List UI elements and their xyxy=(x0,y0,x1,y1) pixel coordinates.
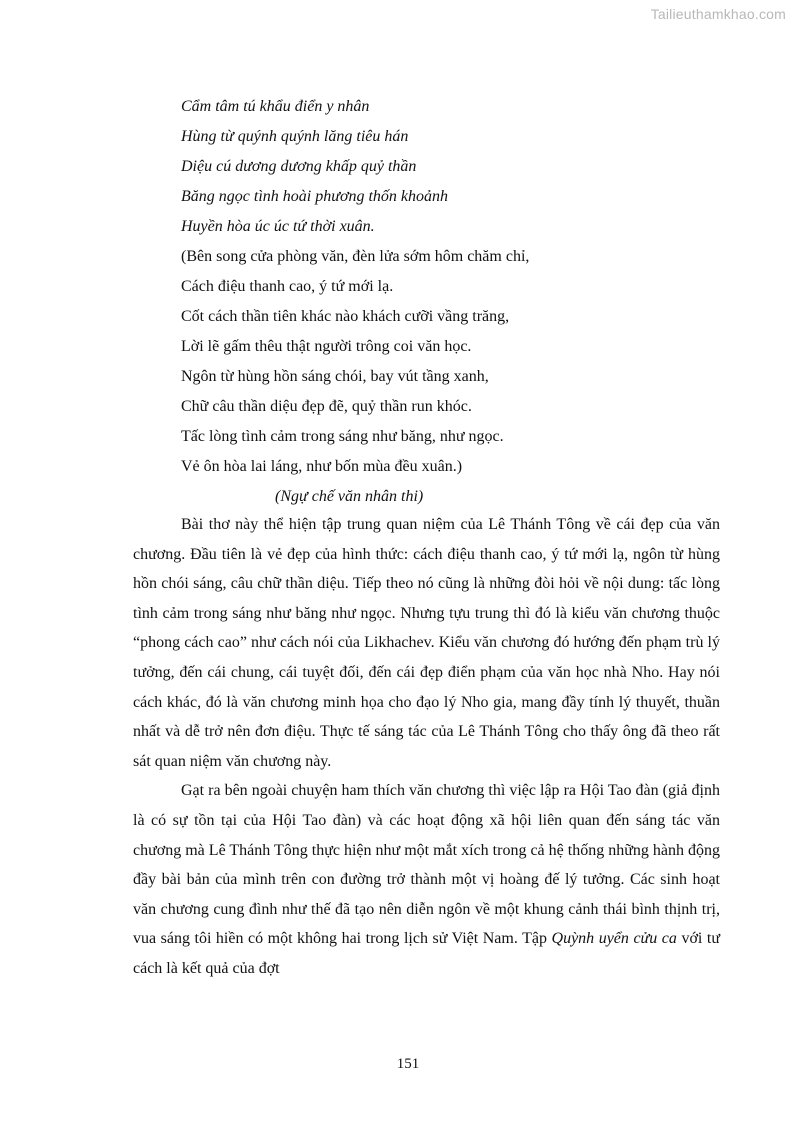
poem-translation-line: Tấc lòng tình cảm trong sáng như băng, như ngọc. xyxy=(181,428,504,445)
poem-translation-line: Cốt cách thần tiên khác nào khách cưỡi vầng trăng, xyxy=(181,308,510,325)
paragraph-2-text-start: Gạt ra bên ngoài chuyện ham thích văn chương thì việc lập ra Hội Tao đàn (giả định là có sự tồn tại của Hội Tao đàn) và các hoạt động xã hội liên quan đến sáng tác văn chương mà Lê Thánh Tông thực hiện như một mắt xích trong cả hệ thống những hành động đầy bài bản của mình trên con đường trở thành một vị hoàng đế lý tưởng. Các sinh hoạt văn chương cung đình như thế đã tạo nên diễn ngôn về một khung cảnh thái bình thịnh trị, vua sáng tôi hiền có một không hai trong lịch sử Việt Nam. Tập xyxy=(133,782,720,948)
body-text xyxy=(133,510,720,984)
poem-translation-line: Ngôn từ hùng hồn sáng chói, bay vút tầng xanh, xyxy=(181,368,489,385)
poem-original-line: Hùng từ quýnh quýnh lăng tiêu hán xyxy=(181,128,409,145)
poem-block xyxy=(181,92,741,512)
book-title: Quỳnh uyển cửu ca xyxy=(551,930,677,948)
poem-translation-line: Cách điệu thanh cao, ý tứ mới lạ. xyxy=(181,278,394,295)
page-number: 151 xyxy=(396,1056,420,1072)
paragraph-2 xyxy=(133,776,720,983)
poem-original-line: Cẩm tâm tú khẩu điển y nhân xyxy=(181,98,370,115)
poem-translation-line: (Bên song cửa phòng văn, đèn lửa sớm hôm chăm chỉ, xyxy=(181,248,530,265)
poem-original-line: Huyền hòa úc úc tứ thời xuân. xyxy=(181,218,375,235)
paragraph-2-text-end: với tư cách là kết quả của đợt xyxy=(133,930,720,977)
paragraph-1: Bài thơ này thể hiện tập trung quan niệm của Lê Thánh Tông về cái đẹp của văn chương. Đầu tiên là vẻ đẹp của hình thức: cách điệu thanh cao, ý tứ mới lạ, ngôn từ hùng hồn chói sáng, câu chữ thần diệu. Tiếp theo nó cũng là những đòi hỏi về nội dung: tấc lòng tình cảm trong sáng như băng như ngọc. Nhưng tựu trung thì đó là kiểu văn chương thuộc “phong cách cao” như cách nói của Likhachev. Kiểu văn chương đó hướng đến phạm trù lý tưởng, đến cái chung, cái tuyệt đối, đến cái đẹp điển phạm của văn học nhà Nho. Hay nói cách khác, đó là văn chương minh họa cho đạo lý Nho gia, mang đầy tính lý thuyết, thuần nhất và dễ trở nên đơn điệu. Thực tế sáng tác của Lê Thánh Tông cho thấy ông đã theo rất sát quan niệm văn chương này. xyxy=(133,516,720,770)
poem-translation-line: Vẻ ôn hòa lai láng, như bốn mùa đều xuân.) xyxy=(181,458,463,475)
poem-citation: (Ngự chế văn nhân thi) xyxy=(275,488,424,505)
watermark-text: Tailieuthamkhao.com xyxy=(650,6,786,22)
poem-original-line: Diệu cú dương dương khấp quỷ thần xyxy=(181,158,417,175)
poem-translation-line: Lời lẽ gấm thêu thật người trông coi văn học. xyxy=(181,338,472,355)
poem-translation-line: Chữ câu thần diệu đẹp đẽ, quỷ thần run khóc. xyxy=(181,398,472,415)
poem-original-line: Băng ngọc tình hoài phương thốn khoảnh xyxy=(181,188,449,205)
